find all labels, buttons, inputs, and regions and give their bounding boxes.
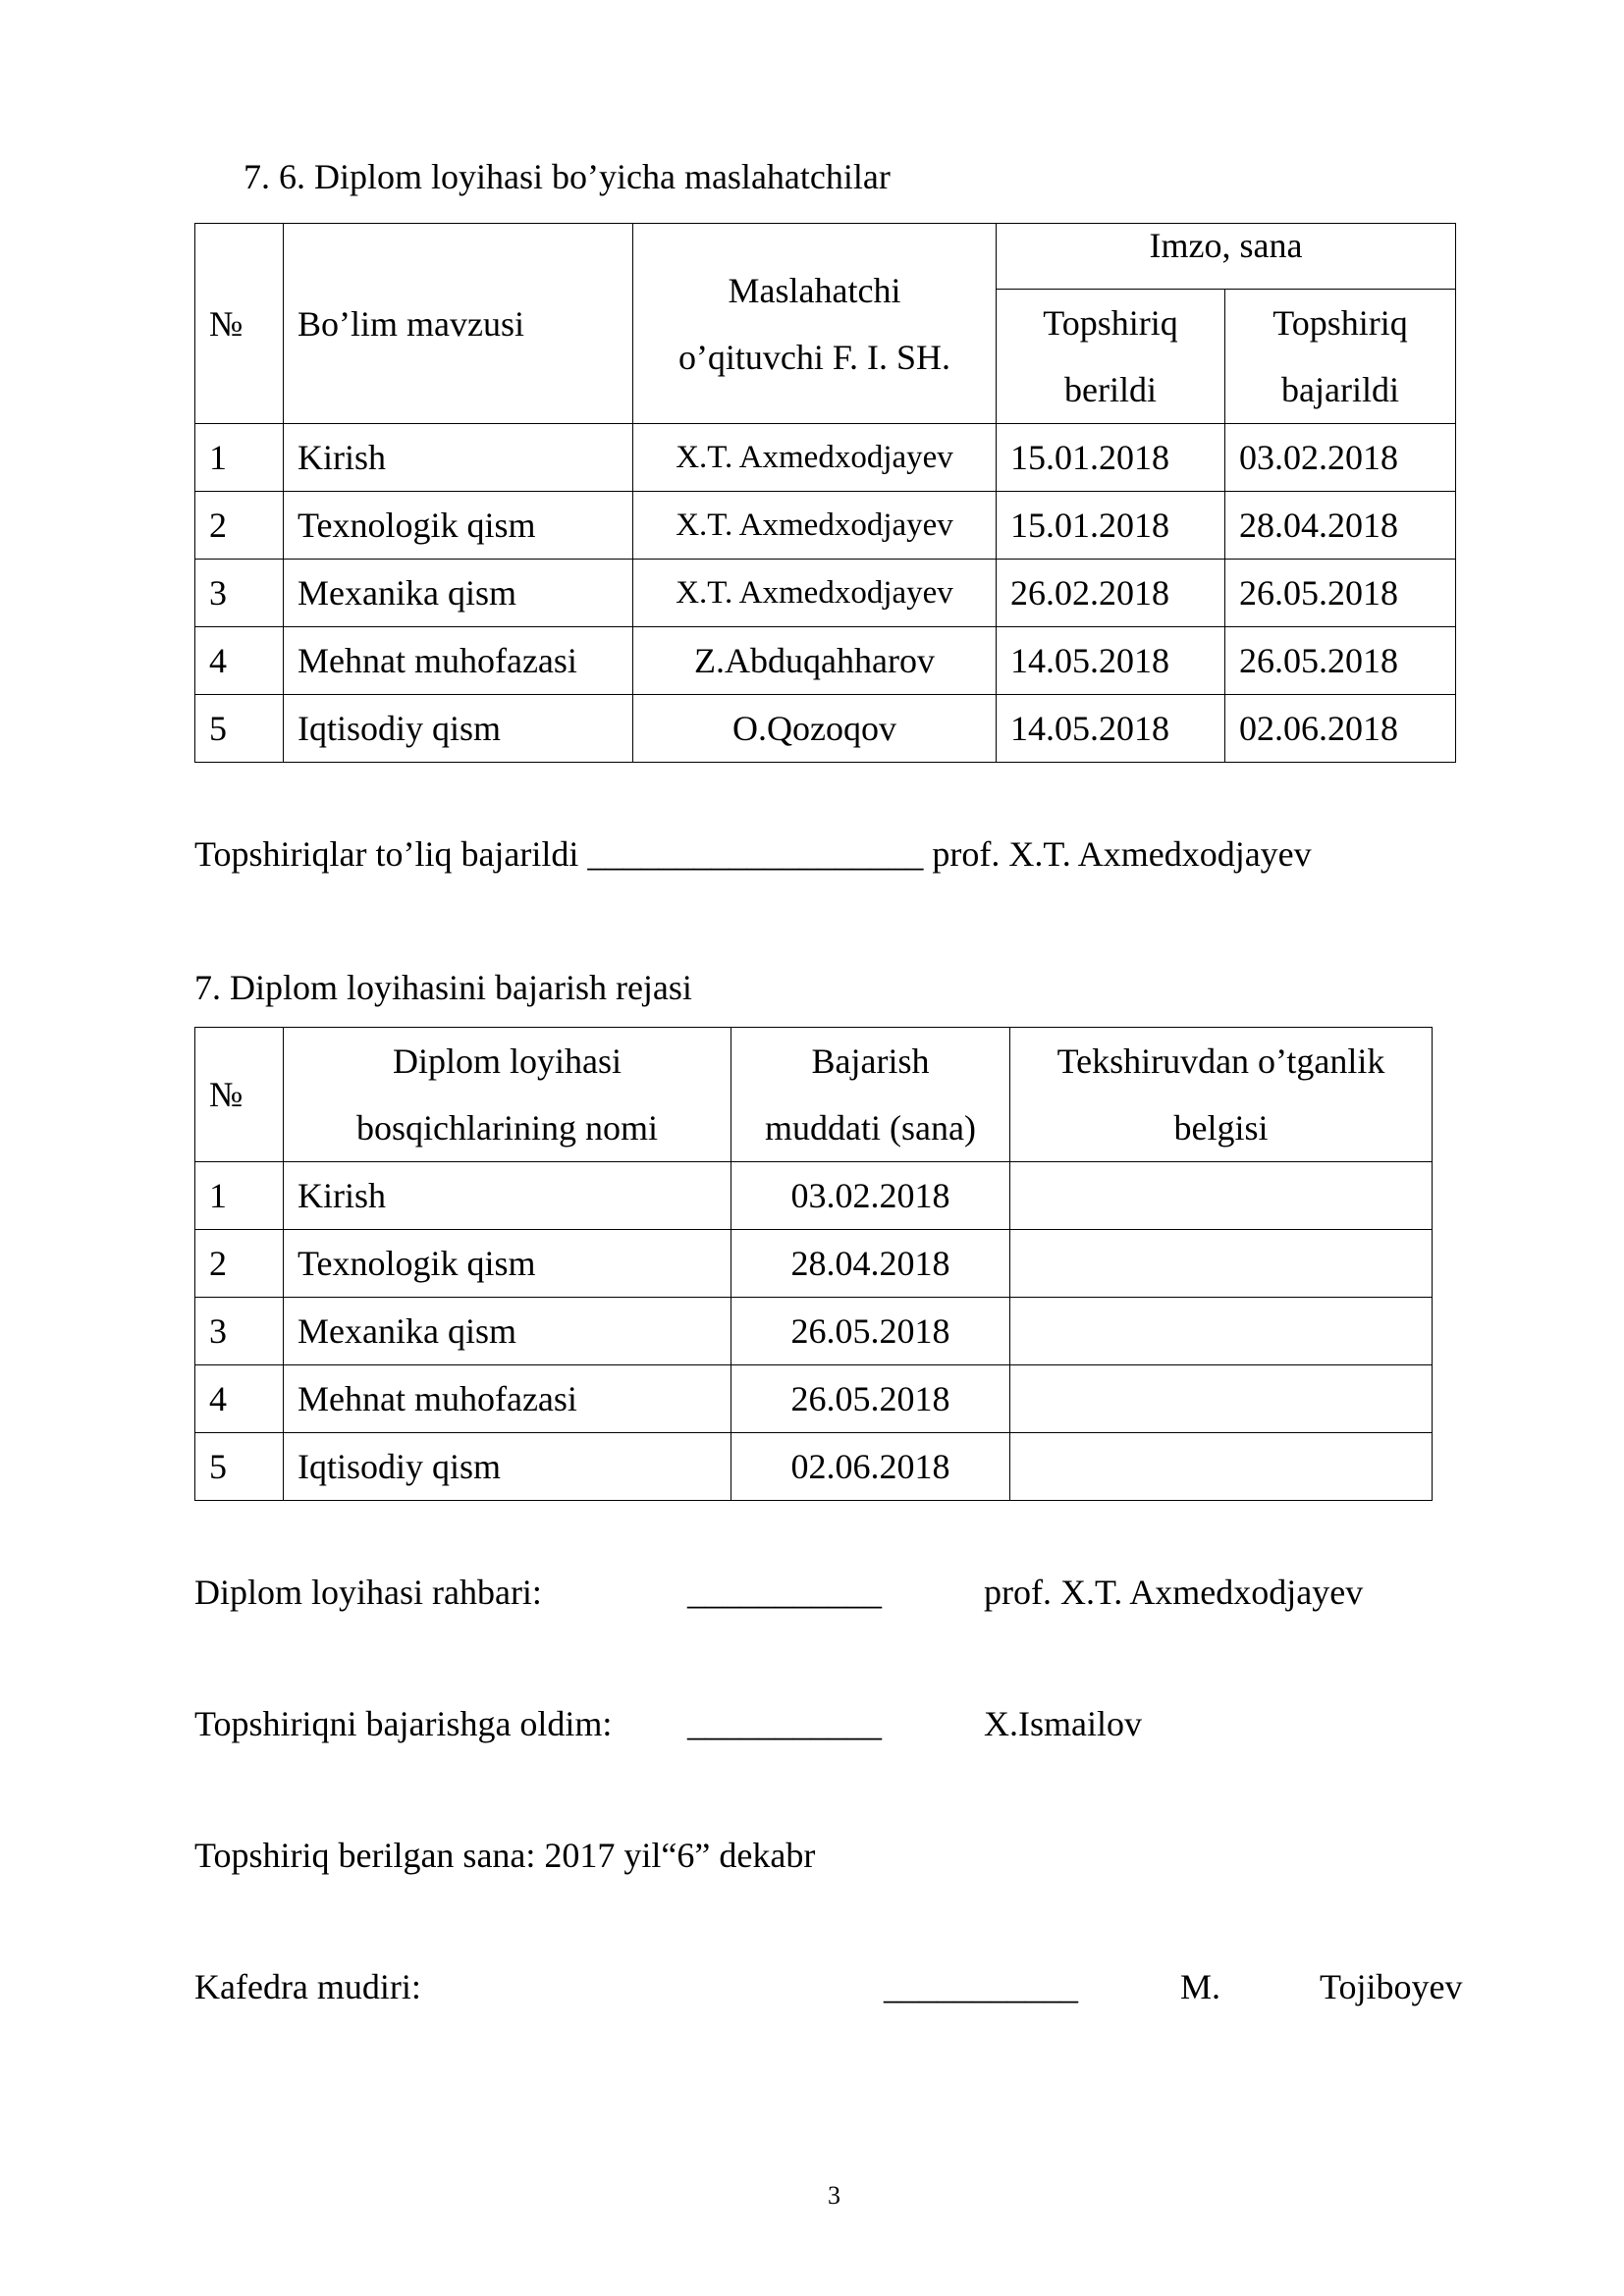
row-deadline: 26.05.2018: [731, 1365, 1010, 1433]
completed-blank: ___________________: [587, 834, 924, 874]
row-done: 26.05.2018: [1225, 560, 1456, 627]
supervisor-blank: ___________: [687, 1573, 882, 1612]
row-no: 5: [195, 1433, 284, 1501]
head-initial: M.: [1180, 1967, 1221, 2006]
row-topic: Kirish: [284, 424, 633, 492]
row-consultant: O.Qozoqov: [633, 695, 997, 763]
col-no-header: №: [195, 224, 284, 424]
col-given-header: [997, 290, 1225, 424]
row-check: [1010, 1162, 1433, 1230]
row-deadline: 26.05.2018: [731, 1298, 1010, 1365]
row-consultant: Z.Abduqahharov: [633, 627, 997, 695]
row-done: 03.02.2018: [1225, 424, 1456, 492]
student-label: Topshiriqni bajarishga oldim:: [194, 1704, 613, 1743]
row-consultant: X.T. Axmedxodjayev: [633, 492, 997, 560]
supervisor-name: prof. X.T. Axmedxodjayev: [984, 1573, 1364, 1612]
row-no: 3: [195, 1298, 284, 1365]
table-row: [195, 492, 1456, 560]
row-topic: Texnologik qism: [284, 492, 633, 560]
col-no-header: №: [195, 1028, 284, 1162]
row-check: [1010, 1365, 1433, 1433]
col-topic-header: Bo’lim mavzusi: [284, 224, 633, 424]
table-row: [195, 1298, 1433, 1365]
row-consultant: X.T. Axmedxodjayev: [633, 560, 997, 627]
row-done: 02.06.2018: [1225, 695, 1456, 763]
col-consultant-line1: Maslahatchi: [728, 270, 901, 310]
row-stage: Mehnat muhofazasi: [284, 1365, 731, 1433]
section2-heading: 7. Diplom loyihasini bajarish rejasi: [194, 968, 692, 1007]
row-given: 26.02.2018: [997, 560, 1225, 627]
row-no: 1: [195, 424, 284, 492]
row-deadline: 02.06.2018: [731, 1433, 1010, 1501]
row-given: 15.01.2018: [997, 492, 1225, 560]
row-check: [1010, 1298, 1433, 1365]
completed-line: [194, 836, 1312, 872]
row-given: 14.05.2018: [997, 627, 1225, 695]
row-no: 3: [195, 560, 284, 627]
table-row: [195, 1230, 1433, 1298]
page-number: 3: [828, 2181, 840, 2210]
row-done: 26.05.2018: [1225, 627, 1456, 695]
student-blank: ___________: [687, 1704, 882, 1743]
col-given-line2: berildi: [1064, 370, 1157, 409]
col-done-header: [1225, 290, 1456, 424]
table-row: [195, 627, 1456, 695]
col-consultant-header: [633, 224, 997, 424]
col-done-line2: bajarildi: [1281, 370, 1399, 409]
row-given: 14.05.2018: [997, 695, 1225, 763]
row-stage: Mexanika qism: [284, 1298, 731, 1365]
consultants-table: [194, 223, 1456, 763]
row-done: 28.04.2018: [1225, 492, 1456, 560]
col-done-line1: Topshiriq: [1272, 303, 1408, 343]
row-stage: Iqtisodiy qism: [284, 1433, 731, 1501]
table-row: [195, 560, 1456, 627]
plan-table: [194, 1027, 1433, 1501]
row-stage: Kirish: [284, 1162, 731, 1230]
row-consultant: X.T. Axmedxodjayev: [633, 424, 997, 492]
col-check-line1: Tekshiruvdan o’tganlik: [1056, 1041, 1385, 1081]
row-no: 4: [195, 1365, 284, 1433]
col-deadline-line1: Bajarish: [811, 1041, 930, 1081]
col-check-header: [1010, 1028, 1433, 1162]
row-no: 1: [195, 1162, 284, 1230]
row-no: 2: [195, 492, 284, 560]
table-row: [195, 1433, 1433, 1501]
row-check: [1010, 1230, 1433, 1298]
col-stage-line2: bosqichlarining nomi: [356, 1108, 658, 1148]
row-no: 5: [195, 695, 284, 763]
student-name: X.Ismailov: [984, 1704, 1142, 1743]
head-surname: Tojiboyev: [1320, 1967, 1463, 2006]
col-consultant-line2: o’qituvchi F. I. SH.: [677, 337, 951, 377]
row-deadline: 03.02.2018: [731, 1162, 1010, 1230]
col-signature-header: Imzo, sana: [997, 224, 1456, 290]
row-topic: Mexanika qism: [284, 560, 633, 627]
completed-label: Topshiriqlar to’liq bajarildi: [194, 834, 579, 874]
head-blank: ___________: [884, 1967, 1078, 2006]
supervisor-label: Diplom loyihasi rahbari:: [194, 1573, 542, 1612]
row-topic: Iqtisodiy qism: [284, 695, 633, 763]
col-check-line2: belgisi: [1173, 1108, 1269, 1148]
row-topic: Mehnat muhofazasi: [284, 627, 633, 695]
assignment-date: Topshiriq berilgan sana: 2017 yil“6” dekabr: [194, 1836, 816, 1875]
row-stage: Texnologik qism: [284, 1230, 731, 1298]
col-given-line1: Topshiriq: [1043, 303, 1178, 343]
col-deadline-line2: muddati (sana): [765, 1108, 976, 1148]
row-given: 15.01.2018: [997, 424, 1225, 492]
row-check: [1010, 1433, 1433, 1501]
table-row: [195, 1365, 1433, 1433]
col-deadline-header: [731, 1028, 1010, 1162]
table-row: [195, 1162, 1433, 1230]
table-row: [195, 424, 1456, 492]
row-no: 2: [195, 1230, 284, 1298]
col-stage-line1: Diplom loyihasi: [393, 1041, 622, 1081]
row-no: 4: [195, 627, 284, 695]
head-label: Kafedra mudiri:: [194, 1967, 421, 2006]
col-stage-header: [284, 1028, 731, 1162]
section1-heading: 7. 6. Diplom loyihasi bo’yicha maslahatchilar: [244, 157, 891, 196]
completed-name: prof. X.T. Axmedxodjayev: [932, 834, 1312, 874]
table-row: [195, 695, 1456, 763]
row-deadline: 28.04.2018: [731, 1230, 1010, 1298]
